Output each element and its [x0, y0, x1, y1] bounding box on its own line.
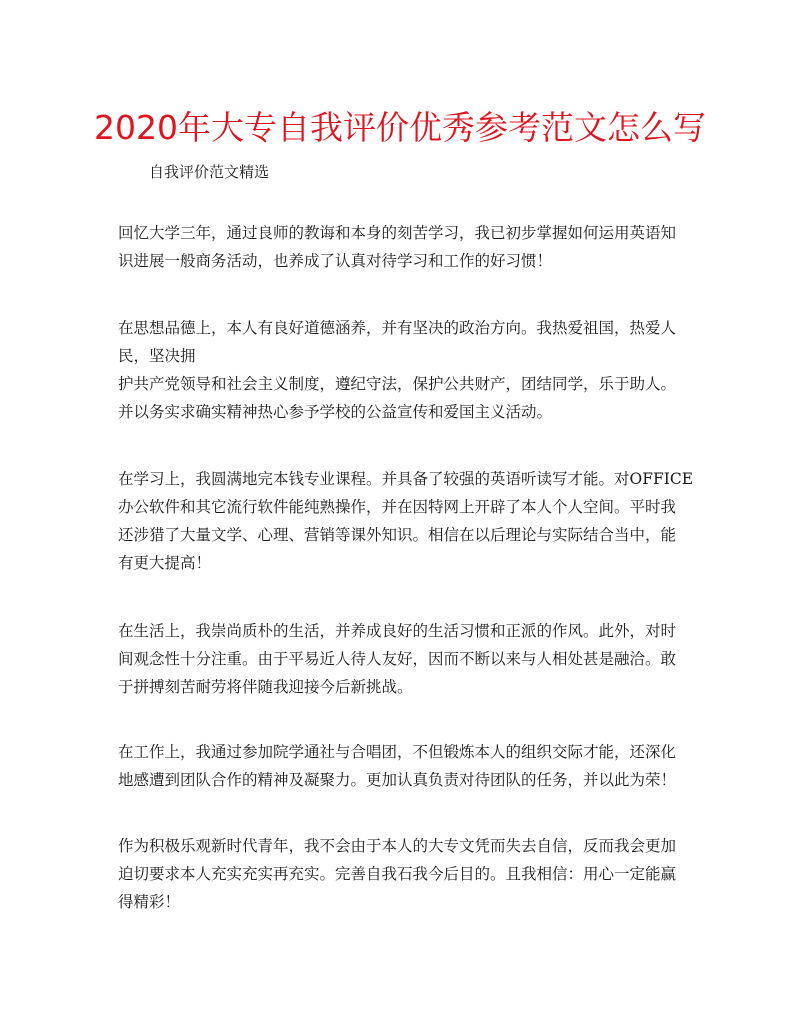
paragraph-morality	[118, 314, 688, 426]
paragraph-study	[118, 465, 694, 577]
paragraph-life	[118, 617, 688, 701]
paragraph-line: 在思想品德上，本人有良好道德涵养，并有坚决的政治方向。我热爱祖国，热爱人	[118, 319, 677, 337]
paragraph-outlook	[118, 832, 688, 916]
paragraph-line: 回忆大学三年，通过良师的教诲和本身的刻苦学习，我已初步掌握如何运用英语知	[118, 224, 677, 242]
paragraph-line: 办公软件和其它流行软件能纯熟操作，并在因特网上开辟了本人个人空间。平时我	[118, 498, 677, 516]
paragraph-line: 于拼搏刻苦耐劳将伴随我迎接今后新挑战。	[118, 678, 413, 696]
paragraph-line: 间观念性十分注重。由于平易近人待人友好，因而不断以来与人相处甚是融洽。敢	[118, 650, 677, 668]
paragraph-line: 并以务实求确实精神热心参予学校的公益宣传和爱国主义活动。	[118, 403, 553, 421]
paragraph-line: 在生活上，我崇尚质朴的生活，并养成良好的生活习惯和正派的作风。此外，对时	[118, 622, 677, 640]
paragraph-line: 在工作上，我通过参加院学通社与合唱团，不但锻炼本人的组织交际才能，还深化	[118, 743, 677, 761]
document-title: 2020年大专自我评价优秀参考范文怎么写	[94, 108, 706, 147]
paragraph-line: 地感遭到团队合作的精神及凝聚力。更加认真负责对待团队的任务，并以此为荣！	[118, 771, 677, 789]
paragraph-line: 在学习上，我圆满地完本钱专业课程。并具备了较强的英语听读写才能。对OFFICE	[118, 470, 694, 488]
paragraph-recollection	[118, 219, 688, 275]
paragraph-line: 还涉猎了大量文学、心理、营销等课外知识。相信在以后理论与实际结合当中，能	[118, 526, 677, 544]
paragraph-line: 得精彩！	[118, 893, 181, 911]
document-subtitle: 自我评价范文精选	[149, 163, 270, 181]
paragraph-line: 迫切要求本人充实充实再充实。完善自我石我今后目的。且我相信：用心一定能赢	[118, 865, 677, 883]
paragraph-line: 护共产党领导和社会主义制度，遵纪守法，保护公共财产，团结同学，乐于助人。	[118, 375, 677, 393]
paragraph-line: 有更大提高！	[118, 554, 212, 572]
paragraph-line: 民，坚决拥	[118, 347, 196, 365]
paragraph-line: 识进展一般商务活动，也养成了认真对待学习和工作的好习惯！	[118, 252, 553, 270]
paragraph-work	[118, 738, 688, 794]
paragraph-line: 作为积极乐观新时代青年，我不会由于本人的大专文凭而失去自信，反而我会更加	[118, 837, 677, 855]
